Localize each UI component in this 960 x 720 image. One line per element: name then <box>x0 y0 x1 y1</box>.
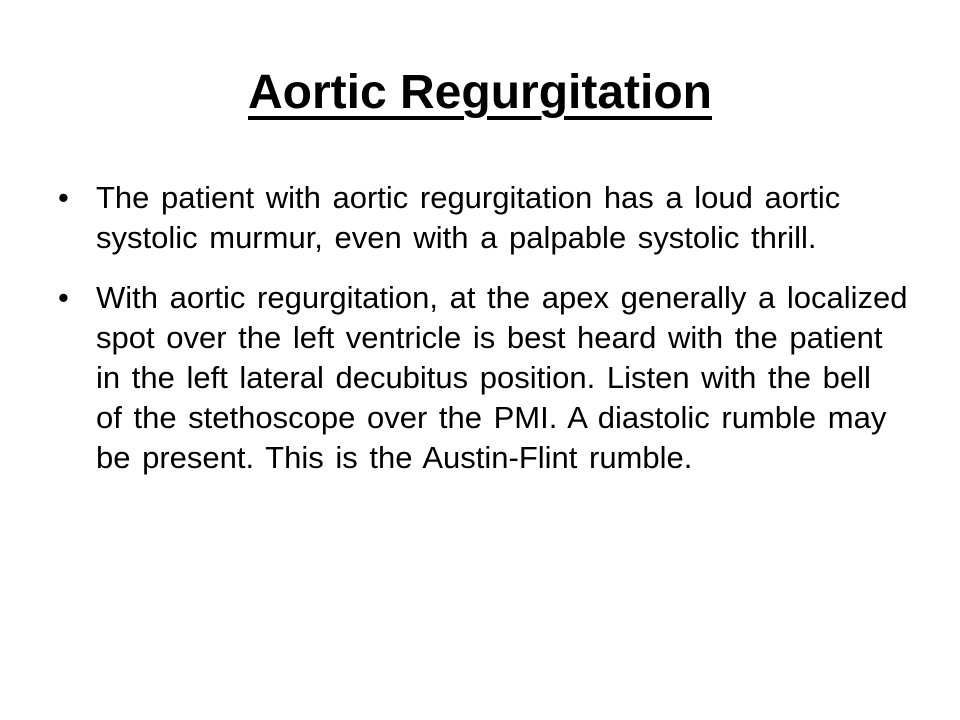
slide-title: Aortic Regurgitation <box>248 66 712 119</box>
bullet-item-austin-flint <box>58 278 908 478</box>
bullet-text: With aortic regurgitation, at the apex generally a localized spot over the left ventricle is best heard with the patient in the left lateral decubitus position. Listen with the bell of the stethoscope over the PMI. A diastolic rumble may be present. This is the Austin-Flint rumble. <box>96 280 908 475</box>
bullet-list <box>58 178 908 478</box>
bullet-item-patient-murmur <box>58 178 908 258</box>
bullet-text: The patient with aortic regurgitation has a loud aortic systolic murmur, even with a palpable systolic thrill. <box>96 180 841 255</box>
bullet-marker: • <box>58 280 69 315</box>
bullet-marker: • <box>58 180 69 215</box>
